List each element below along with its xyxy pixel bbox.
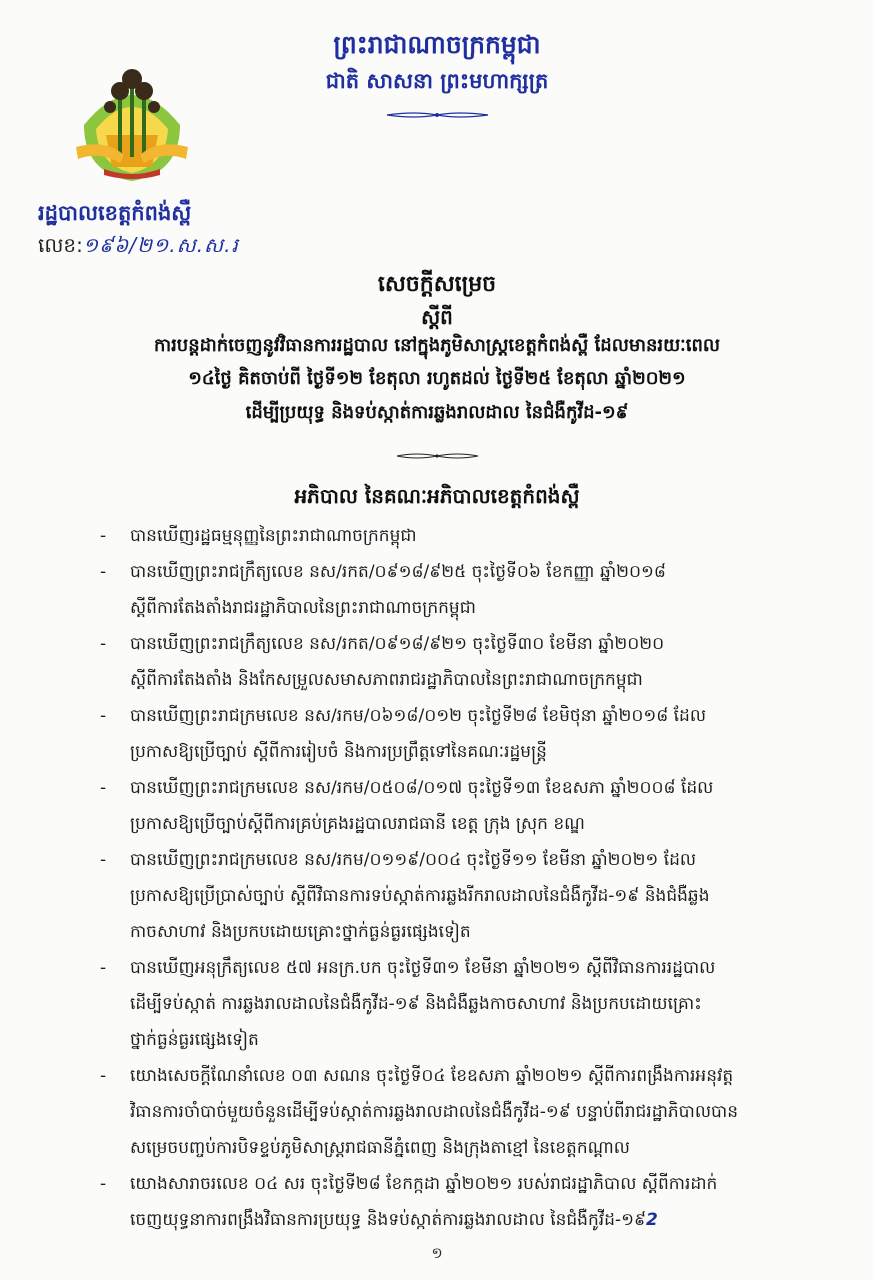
ornament-divider-icon <box>385 110 490 120</box>
item-line-text: ចេញយុទ្ធនាការពង្រឹងវិធានការប្រយុទ្ធ និងទប់ស្កាត់ការឆ្លងរាលដាល នៃជំងឺកូវីដ-១៩ <box>130 1210 646 1230</box>
list-item <box>100 554 820 626</box>
list-item <box>100 842 820 950</box>
page-number: ១ <box>431 1244 443 1262</box>
item-line: ដើម្បីទប់ស្កាត់ ការឆ្លងរាលដាលនៃជំងឺកូវីដ-១៩ និងជំងឺឆ្លងកាចសាហាវ និងប្រកបដោយគ្រោះ <box>130 994 702 1014</box>
item-line: បានឃើញអនុក្រឹត្យលេខ ៥៧ អនក្រ.បក ចុះថ្ងៃទី៣១ ខែមីនា ឆ្នាំ២០២១ ស្តីពីវិធានការរដ្ឋបាល <box>130 958 716 978</box>
kingdom-heading: ព្រះរាជាណាចក្រកម្ពុជា <box>333 30 541 59</box>
document-type: សេចក្តីសម្រេច <box>377 272 497 297</box>
item-line: កាចសាហាវ និងប្រកបដោយគ្រោះថ្នាក់ធ្ងន់ធ្ងរផ្សេងទៀត <box>130 922 471 942</box>
provincial-emblem-icon <box>66 55 198 183</box>
item-line: ប្រកាសឱ្យប្រើប្រាស់ច្បាប់ ស្តីពីវិធានការទប់ស្កាត់ការឆ្លងរីករាលដាលនៃជំងឺកូវីដ-១៩ និងជំងឺឆ្លង <box>130 886 710 906</box>
reference-value: ១៩៦/២១.ស.ស.រ <box>82 233 239 257</box>
item-line: បានឃើញព្រះរាជក្រមលេខ នស/រកម/០៥០៨/០១៧ ចុះថ្ងៃទី១៣ ខែឧសភា ឆ្នាំ២០០៨ ដែល <box>130 778 714 798</box>
bullet-dash: - <box>100 706 107 726</box>
subject-line: ១៤ថ្ងៃ គិតចាប់ពី ថ្ងៃទី១២ ខែតុលា រហូតដល់ ថ្ងៃទី២៥ ខែតុលា ឆ្នាំ២០២១ <box>188 368 686 389</box>
item-line: ប្រកាសឱ្យប្រើច្បាប់ស្តីពីការគ្រប់គ្រងរដ្ឋបាលរាជធានី ខេត្ត ក្រុង ស្រុក ខណ្ឌ <box>130 814 585 834</box>
list-item <box>100 1166 820 1238</box>
document-about: ស្តីពី <box>421 305 453 329</box>
subject-line: ការបន្តដាក់ចេញនូវវិធានការរដ្ឋបាល នៅក្នុងភូមិសាស្ត្រខេត្តកំពង់ស្ពឺ ដែលមានរយៈពេល <box>153 335 721 356</box>
item-line: បានឃើញព្រះរាជក្រមលេខ នស/រកម/០១១៩/០០៤ ចុះថ្ងៃទី១១ ខែមីនា ឆ្នាំ២០២១ ដែល <box>130 850 697 870</box>
reference-number <box>38 232 239 262</box>
list-item <box>100 626 820 698</box>
issuing-authority: រដ្ឋបាលខេត្តកំពង់ស្ពឺ <box>38 201 192 225</box>
list-item <box>100 518 820 554</box>
bullet-dash: - <box>100 850 107 870</box>
preamble-list <box>100 518 820 1238</box>
reference-label: លេខ: <box>38 233 83 257</box>
bullet-dash: - <box>100 1174 107 1194</box>
list-item <box>100 1058 820 1166</box>
item-line: យោងសារាចរលេខ ០៤ សរ ចុះថ្ងៃទី២៨ ខែកក្កដា ឆ្នាំ២០២១ របស់រាជរដ្ឋាភិបាល ស្តីពីការដាក់ <box>130 1174 718 1194</box>
bullet-dash: - <box>100 526 107 546</box>
item-line: សម្រេចបញ្ចប់ការបិទខ្ទប់ភូមិសាស្ត្ររាជធានីភ្នំពេញ និងក្រុងតាខ្មៅ នៃខេត្តកណ្តាល <box>130 1138 630 1158</box>
list-item <box>100 950 820 1058</box>
item-line: បានឃើញព្រះរាជក្រឹត្យលេខ នស/រកត/០៩១៨/៩២១ ចុះថ្ងៃទី៣០ ខែមីនា ឆ្នាំ២០២០ <box>130 634 665 654</box>
ornament-divider-icon <box>395 451 480 461</box>
item-line: ស្តីពីការតែងតាំង និងកែសម្រួលសមាសភាពរាជរដ្ឋាភិបាលនៃព្រះរាជាណាចក្រកម្ពុជា <box>130 670 643 690</box>
item-line: ស្តីពីការតែងតាំងរាជរដ្ឋាភិបាលនៃព្រះរាជាណាចក្រកម្ពុជា <box>130 598 476 618</box>
subject-line: ដើម្បីប្រយុទ្ធ និងទប់ស្កាត់ការឆ្លងរាលដាល នៃជំងឺកូវីដ-១៩ <box>245 402 629 423</box>
bullet-dash: - <box>100 778 107 798</box>
item-line: ប្រកាសឱ្យប្រើច្បាប់ ស្តីពីការរៀបចំ និងការប្រព្រឹត្តទៅនៃគណៈរដ្ឋមន្ត្រី <box>130 742 547 762</box>
bullet-dash: - <box>100 634 107 654</box>
item-line: ថ្នាក់ធ្ងន់ធ្ងរផ្សេងទៀត <box>130 1030 259 1050</box>
issuer-heading: អភិបាល នៃគណៈអភិបាលខេត្តកំពង់ស្ពឺ <box>294 484 580 508</box>
item-line: វិធានការចាំបាច់មួយចំនួនដើម្បីទប់ស្កាត់ការឆ្លងរាលដាលនៃជំងឺកូវីដ-១៩ បន្ទាប់ពីរាជរដ្ឋាភិបាលបាន <box>130 1102 739 1122</box>
item-line <box>130 1202 820 1238</box>
bullet-dash: - <box>100 1066 107 1086</box>
list-item <box>100 770 820 842</box>
national-motto: ជាតិ សាសនា ព្រះមហាក្សត្រ <box>325 69 549 93</box>
bullet-dash: - <box>100 958 107 978</box>
list-item <box>100 698 820 770</box>
item-line: បានឃើញរដ្ឋធម្មនុញ្ញនៃព្រះរាជាណាចក្រកម្ពុជា <box>130 526 417 546</box>
item-line: យោងសេចក្តីណែនាំលេខ ០៣ សណន ចុះថ្ងៃទី០៤ ខែឧសភា ឆ្នាំ២០២១ ស្តីពីការពង្រឹងការអនុវត្ត <box>130 1066 734 1086</box>
item-line: បានឃើញព្រះរាជក្រមលេខ នស/រកម/០៦១៨/០១២ ចុះថ្ងៃទី២៨ ខែមិថុនា ឆ្នាំ២០១៨ ដែល <box>130 706 707 726</box>
bullet-dash: - <box>100 562 107 582</box>
handwritten-mark: 2 <box>646 1210 658 1230</box>
item-line: បានឃើញព្រះរាជក្រឹត្យលេខ នស/រកត/០៩១៨/៩២៥ ចុះថ្ងៃទី០៦ ខែកញ្ញា ឆ្នាំ២០១៨ <box>130 562 666 582</box>
